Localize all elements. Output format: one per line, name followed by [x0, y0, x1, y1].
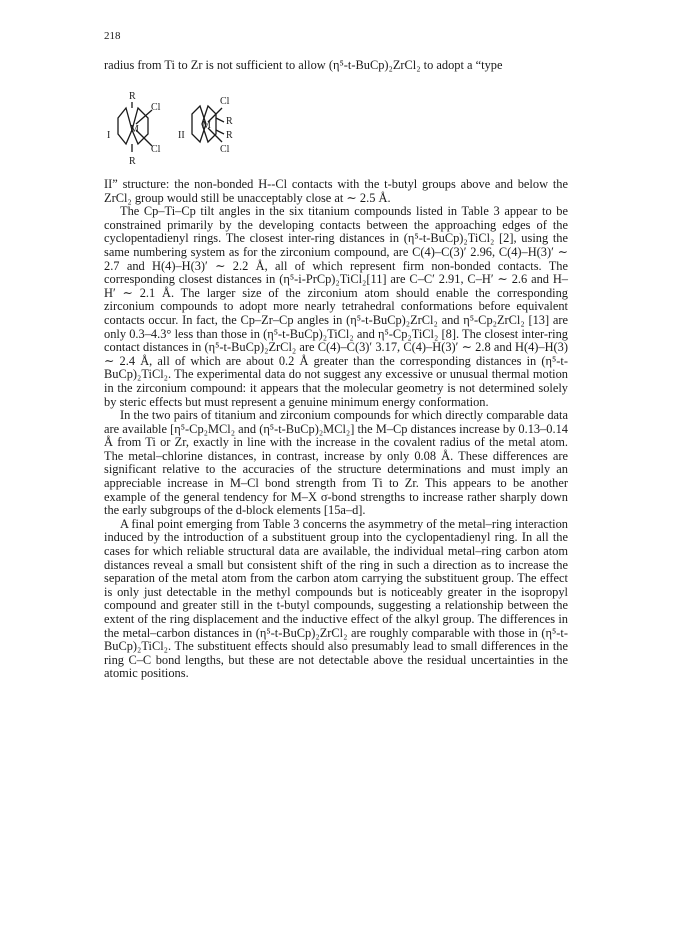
structure-II-cl-upper: Cl — [220, 96, 230, 107]
structure-I-metal: M — [130, 124, 139, 135]
paragraph-p4: A final point emerging from Table 3 concerns the asymmetry of the metal–ring interaction induced by the introduction of a substituent group into the cyclopentadienyl ring. In all the cases for which reliable structural data are available, the individual metal–ring carbon atom distances reveal a small but consistent shift of the ring in such a direction as to increase the separation of the metal atom from the carbon atom carrying the substituent group. The effect is only just detectable in the methyl compounds but is noticeably greater in the isopropyl compound and greater still in the t-butyl compounds, suggesting a relationship between the extent of the ring displacement and the inductive effect of the alkyl group. The differences in the metal–carbon distances in (η⁵-t-BuCp)₂ZrCl₂ are roughly comparable with those in (η⁵-t-BuCp)₂TiCl₂. The substituent effects should also presumably lead to small differences in the ring C–C bond lengths, but these are not detectable above the residual uncertainties in the atomic positions. — [104, 516, 568, 681]
structure-I-bottom-R: R — [129, 156, 136, 167]
page-number: 218 — [104, 30, 121, 42]
structure-I-top-R: R — [129, 91, 136, 102]
paragraph-p3: In the two pairs of titanium and zirconium compounds for which directly comparable data are available [η⁵-Cp₂MCl₂ and (η⁵-t-BuCp)₂MCl₂] the M–Cp distances increase by 0.13–0.14 Å from Ti or Zr, exactly in line with the increase in the covalent radius of the metal atom. The metal–chlorine distances, in contrast, increase by only 0.08 Å. These differences are significant relative to the accuracies of the structure determinations and must imply an appreciable increase in M–Cl bond strength from Ti to Zr. This appears to be another example of the general tendency for M–X σ-bond strengths to increase rather sharply down the early subgroups of the d-block elements [15a–d]. — [104, 408, 568, 518]
structure-II-r-lower: R — [226, 130, 233, 141]
label-II: II — [178, 130, 185, 141]
paragraph-p2: The Cp–Ti–Cp tilt angles in the six titanium compounds listed in Table 3 appear to be constrained primarily by the developing contacts between the approaching edges of the cyclopentadienyl rings. The closest inter-ring distances in (η⁵-t-BuCp)₂TiCl₂ [2], using the same numbering system as for the zirconium compound, are C(4)–C(3)′ 2.96, C(4)–H(3)′ ∼ 2.7 and H(4)–H(3)′ ∼ 2.2 Å, all of which represent firm non-bonded contacts. The corresponding closest distances in (η⁵-i-PrCp)₂TiCl₂[11] are C–C′ 2.91, C–H′ ∼ 2.6 and H–H′ ∼ 2.1 Å. The larger size of the zirconium atom should enable the corresponding zirconium compounds to adopt more nearly tetrahedral conformations before equivalent contacts occur. In fact, the Cp–Zr–Cp angles in (η⁵-t-BuCp)₂ZrCl₂ and η⁵-Cp₂ZrCl₂ [13] are only 0.3–4.3° less than those in (η⁵-t-BuCp)₂TiCl₂ and η⁵-Cp₂TiCl₂ [8]. The closest inter-ring contact distances in (η⁵-t-BuCp)₂ZrCl₂ are C(4)–C(3)′ 3.17, C(4)–H(3)′ ∼ 2.8 and H(4)–H(3) ∼ 2.4 Å, all of which are about 0.2 Å greater than the corresponding distances in (η⁵-t-BuCp)₂TiCl₂. The experimental data do not suggest any excessive or unusual thermal motion in the zirconium compound: it appears that the molecular geometry is not determined solely by steric effects but must represent a genuine minimum energy conformation. — [104, 204, 568, 409]
structure-diagram — [104, 82, 304, 174]
structure-I-cl-lower: Cl — [151, 144, 161, 155]
intro-line — [104, 59, 568, 73]
intro-text: radius from Ti to Zr is not sufficient to allow (η⁵-t-BuCp)₂ZrCl₂ to adopt a “type — [104, 58, 503, 72]
body-text — [104, 178, 568, 681]
structure-I-cl-upper: Cl — [151, 102, 161, 113]
label-I: I — [107, 130, 111, 141]
structure-II-r-upper: R — [226, 116, 233, 127]
structure-figure — [104, 82, 304, 174]
structure-II-metal: M — [202, 120, 211, 131]
structure-II-cl-lower: Cl — [220, 144, 230, 155]
paragraph-p1: II” structure: the non-bonded H--Cl contacts with the t-butyl groups above and below the ZrCl₂ group would still be unacceptably close at ∼ 2.5 Å. — [104, 177, 568, 205]
